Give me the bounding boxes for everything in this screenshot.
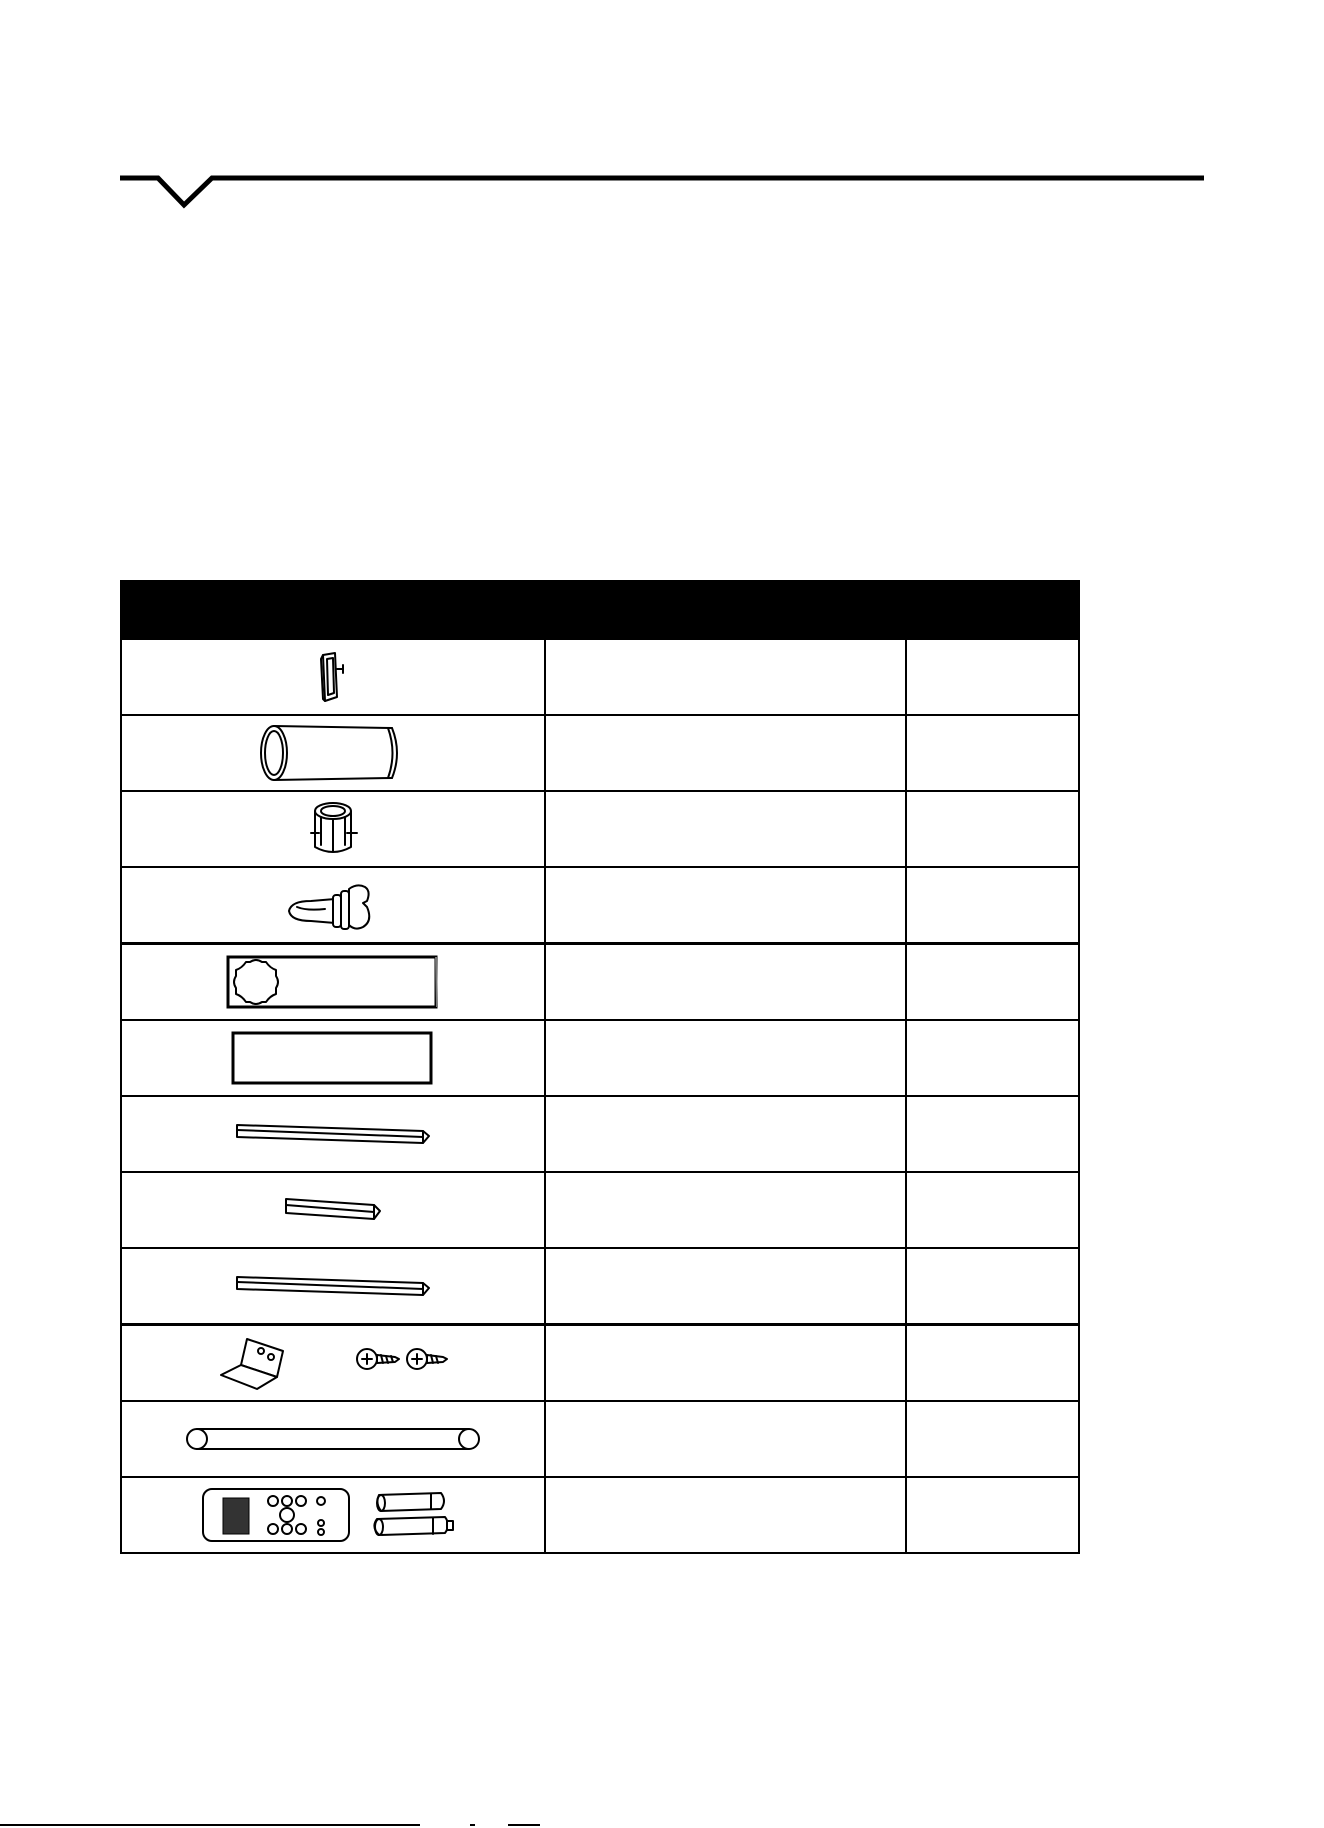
remote-control-icon — [203, 1489, 349, 1541]
exhaust-hose-icon — [258, 722, 408, 784]
part-picture-cell — [121, 715, 545, 791]
part-picture-cell — [121, 867, 545, 944]
part-picture-cell — [121, 1172, 545, 1248]
short-foam-seal-icon — [282, 1193, 384, 1227]
part-name-cell — [545, 715, 906, 791]
part-name-cell — [545, 1477, 906, 1553]
window-slider-adaptor-icon — [303, 649, 363, 705]
security-bar-icon — [183, 1424, 483, 1454]
part-picture-cell — [121, 1020, 545, 1096]
foam-seal-icon — [233, 1271, 433, 1301]
part-qty-cell — [906, 715, 1079, 791]
part-name-cell — [545, 867, 906, 944]
part-qty-cell — [906, 1172, 1079, 1248]
part-qty-cell — [906, 791, 1079, 867]
table-row — [121, 867, 1079, 944]
remote-control-and-batteries-icon — [201, 1485, 465, 1545]
table-row — [121, 715, 1079, 791]
part-qty-cell — [906, 1020, 1079, 1096]
header-quantity — [906, 581, 1079, 639]
part-picture-cell — [121, 1477, 545, 1553]
table-row — [121, 1401, 1079, 1477]
part-qty-cell — [906, 1325, 1079, 1402]
section-header-rule — [0, 0, 1324, 220]
footer-rule — [0, 1822, 1324, 1828]
bracket-icon — [221, 1339, 283, 1389]
part-name-cell — [545, 1172, 906, 1248]
table-row — [121, 944, 1079, 1021]
part-qty-cell — [906, 1401, 1079, 1477]
table-row — [121, 1248, 1079, 1325]
table-header-row — [121, 581, 1079, 639]
table-row — [121, 1325, 1079, 1402]
header-picture — [121, 581, 545, 639]
part-qty-cell — [906, 1096, 1079, 1172]
part-picture-cell — [121, 1248, 545, 1325]
window-panel-icon — [231, 1030, 435, 1086]
part-name-cell — [545, 1096, 906, 1172]
part-name-cell — [545, 1248, 906, 1325]
table-row — [121, 1020, 1079, 1096]
part-picture-cell — [121, 944, 545, 1021]
table-row — [121, 1477, 1079, 1553]
part-name-cell — [545, 1401, 906, 1477]
bracket-and-screws-icon — [217, 1333, 449, 1393]
part-name-cell — [545, 1020, 906, 1096]
table-row — [121, 639, 1079, 715]
part-qty-cell — [906, 1248, 1079, 1325]
parts-list-table — [120, 580, 1080, 1554]
screw-icon — [357, 1349, 399, 1369]
part-name-cell — [545, 1325, 906, 1402]
part-qty-cell — [906, 867, 1079, 944]
part-name-cell — [545, 639, 906, 715]
part-name-cell — [545, 791, 906, 867]
part-picture-cell — [121, 1096, 545, 1172]
part-picture-cell — [121, 639, 545, 715]
header-part-name — [545, 581, 906, 639]
part-name-cell — [545, 944, 906, 1021]
part-qty-cell — [906, 944, 1079, 1021]
long-foam-seal-icon — [233, 1119, 433, 1149]
part-picture-cell — [121, 791, 545, 867]
part-qty-cell — [906, 639, 1079, 715]
part-qty-cell — [906, 1477, 1079, 1553]
part-picture-cell — [121, 1325, 545, 1402]
drain-plug-icon — [285, 877, 381, 933]
table-row — [121, 791, 1079, 867]
screw-icon — [407, 1349, 447, 1369]
window-panel-with-hole-icon — [226, 954, 440, 1010]
table-row — [121, 1096, 1079, 1172]
hose-connector-icon — [301, 797, 365, 861]
part-picture-cell — [121, 1401, 545, 1477]
table-row — [121, 1172, 1079, 1248]
batteries-icon — [374, 1493, 453, 1535]
